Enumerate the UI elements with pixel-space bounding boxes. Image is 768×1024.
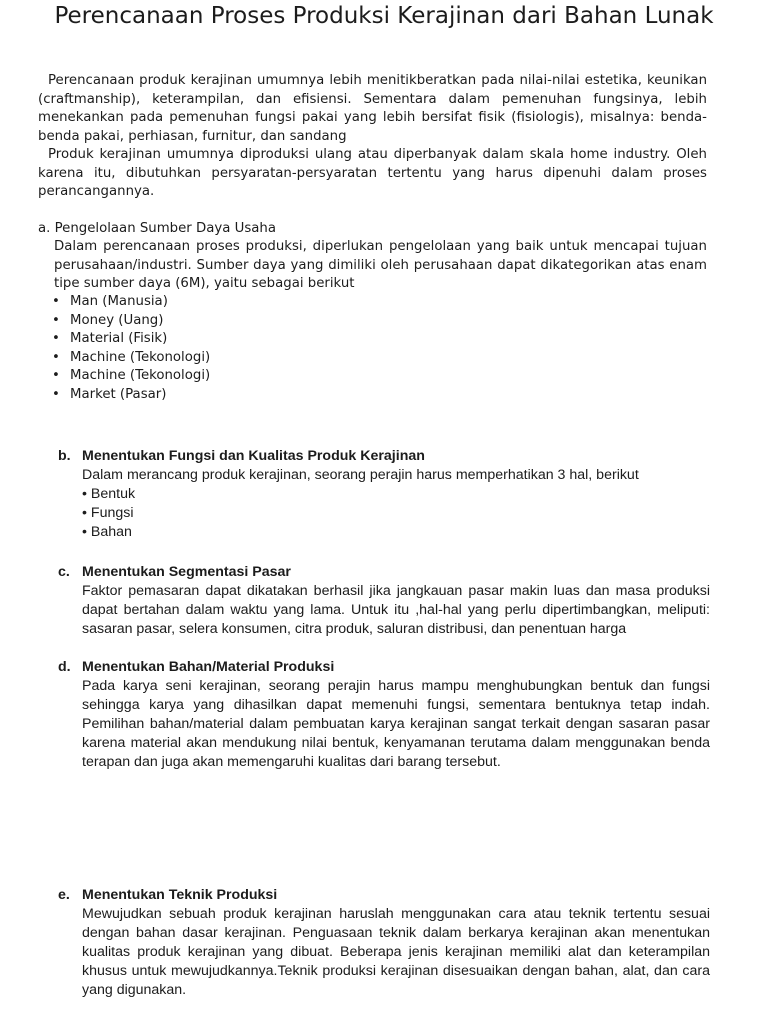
section-letter: e. (58, 887, 70, 903)
bullet-icon: • (52, 312, 60, 328)
section-letter: b. (58, 448, 71, 464)
section-title: Menentukan Fungsi dan Kualitas Produk Kerajinan (82, 448, 425, 464)
bullet-icon: • (52, 368, 60, 383)
section-d (58, 658, 710, 772)
list-item: • Money (Uang) (52, 312, 210, 331)
section-a-list (52, 293, 210, 404)
section-a-body: Dalam perencanaan proses produksi, diperlukan pengelolaan yang baik untuk mencapai tujuan perusahaan/industri. Sumber daya yang dimiliki oleh perusahaan dapat dikategorikan atas enam tipe sumber daya (6M), yaitu sebagai berikut (54, 239, 707, 291)
page-title: Perencanaan Proses Produksi Kerajinan dari Bahan Lunak (54, 3, 714, 29)
section-letter: d. (58, 659, 71, 675)
section-c (58, 563, 710, 639)
section-title: Menentukan Segmentasi Pasar (82, 564, 291, 580)
list-item: • Bentuk (82, 486, 136, 502)
section-d-heading (58, 658, 710, 677)
list-item: • Man (Manusia) (52, 293, 210, 312)
section-e-heading (58, 886, 710, 905)
bullet-icon: • (52, 331, 60, 346)
section-letter: c. (58, 564, 70, 580)
list-item: • Fungsi (82, 505, 134, 521)
section-title: Menentukan Bahan/Material Produksi (82, 659, 335, 675)
intro-paragraph-2: Produk kerajinan umumnya diproduksi ulang atau diperbanyak dalam skala home industry. Oleh karena itu, dibutuhkan persyaratan-persyaratan tertentu yang harus dipenuhi dalam proses perancangannya. (38, 147, 707, 199)
section-title: Menentukan Teknik Produksi (82, 887, 278, 903)
section-e-body: Mewujudkan sebuah produk kerajinan haruslah menggunakan cara atau teknik tertentu sesuai dengan bahan dasar kerajinan. Penguasaan teknik dalam berkarya kerajinan akan menentukan kualitas produk kerajinan yang dibuat. Beberapa jenis kerajinan memiliki alat dan keterampilan khusus untuk mewujudkannya.Teknik produksi kerajinan disesuaikan dengan bahan, alat, dan cara yang digunakan. (82, 906, 710, 998)
intro-paragraph-1: Perencanaan produk kerajinan umumnya lebih menitikberatkan pada nilai-nilai estetika, keunikan (craftmanship), keterampilan, dan efisiensi. Sementara dalam pemenuhan fungsinya, lebih menekankan pada pemenuhan fungsi pakai yang lebih bersifat fisik (fisiologis), misalnya: benda-benda pakai, perhiasan, furnitur, dan sandang (38, 73, 707, 144)
list-item: • Material (Fisik) (52, 330, 210, 349)
section-b (58, 447, 710, 542)
list-item: • Machine (Tekonologi) (52, 349, 210, 368)
section-b-body: Dalam merancang produk kerajinan, seorang perajin harus memperhatikan 3 hal, berikut (82, 467, 639, 483)
section-c-heading (58, 563, 710, 582)
section-c-body: Faktor pemasaran dapat dikatakan berhasil jika jangkauan pasar makin luas dan masa produksi dapat bertahan dalam waktu yang lama. Untuk itu ,hal-hal yang perlu dipertimbangkan, meliputi: sasaran pasar, selera konsumen, citra produk, saluran distribusi, dan penentuan harga (82, 583, 710, 637)
section-b-list (82, 485, 710, 542)
section-d-body: Pada karya seni kerajinan, seorang perajin harus mampu menghubungkan bentuk dan fungsi sehingga karya yang dihasilkan dapat memenuhi fungsi, sementara bentuknya tetap indah. Pemilihan bahan/material dalam pembuatan karya kerajinan sangat terkait dengan sasaran pasar karena material akan mendukung nilai bentuk, kenyamanan terutama dalam menggunakan benda terapan dan juga akan memengaruhi kualitas dari barang tersebut. (82, 678, 710, 770)
section-a-heading: a. Pengelolaan Sumber Daya Usaha (38, 221, 276, 236)
list-item: • Market (Pasar) (52, 386, 210, 405)
bullet-icon: • (52, 294, 60, 309)
list-item: • Machine (Tekonologi) (52, 367, 210, 386)
section-e (58, 886, 710, 1000)
bullet-icon: • (52, 349, 60, 365)
list-item: • Bahan (82, 524, 132, 540)
section-b-heading (58, 447, 710, 466)
bullet-icon: • (52, 386, 60, 402)
